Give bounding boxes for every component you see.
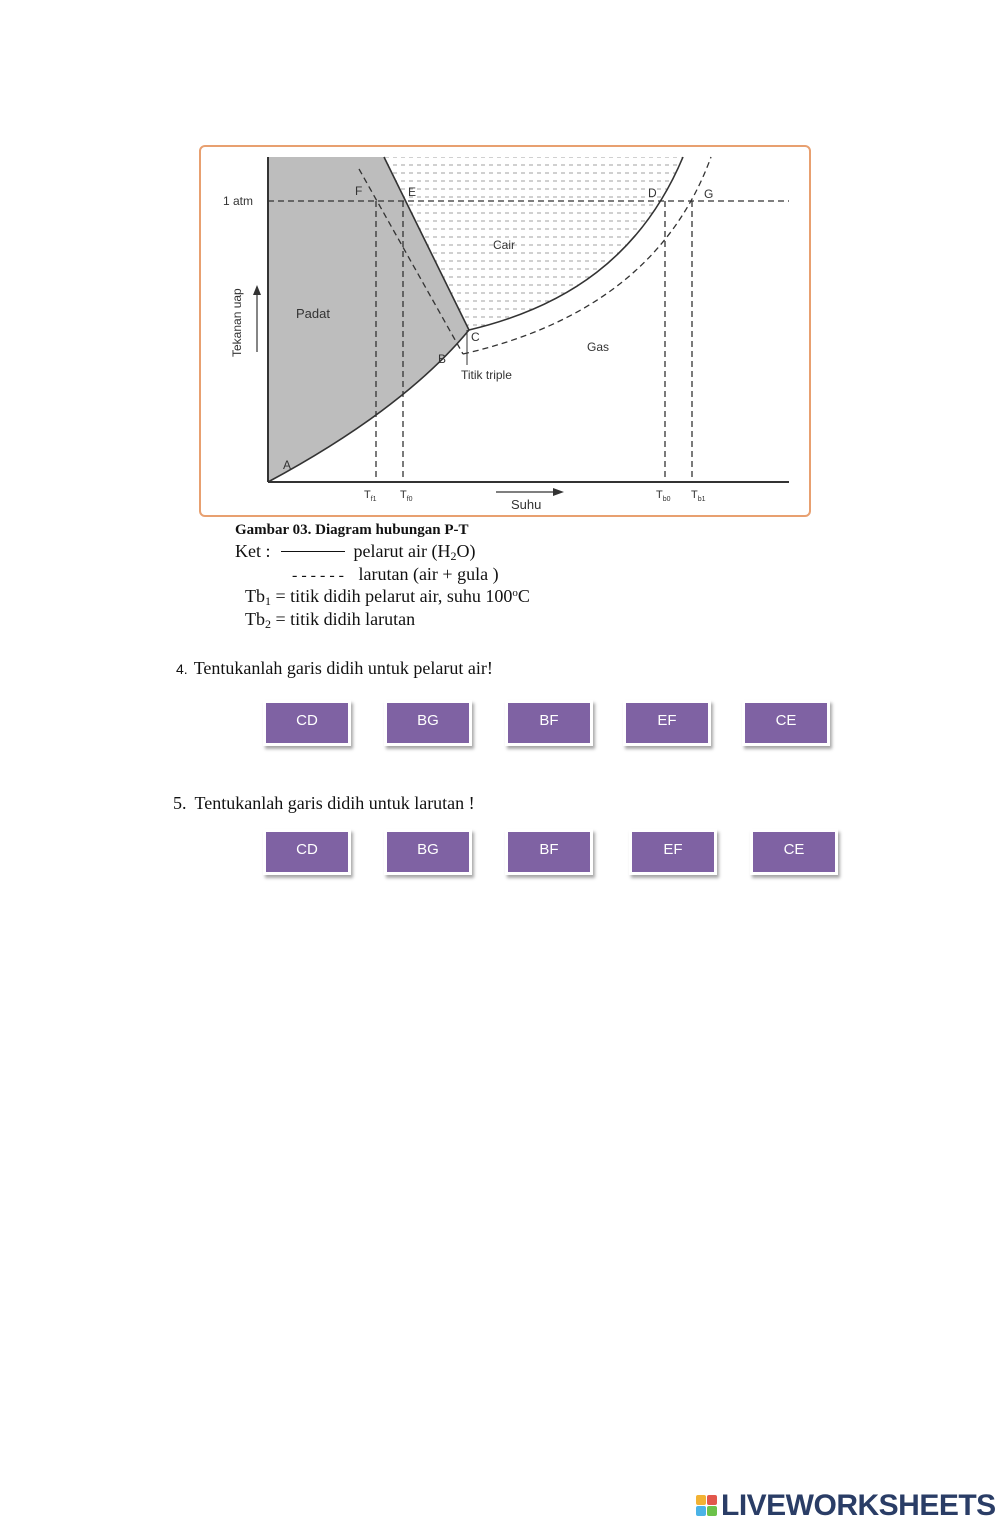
tb1-definition [245, 586, 530, 609]
solid-line-end: O) [456, 541, 476, 561]
liveworksheets-logo[interactable] [696, 1488, 996, 1524]
legend-dashed [292, 564, 499, 585]
logo-cell-1 [696, 1495, 706, 1505]
tb1-degree: o [512, 587, 518, 599]
legend-solid [235, 541, 475, 564]
q5-option-bf[interactable]: BF [505, 829, 593, 875]
q5-option-cd[interactable]: CD [263, 829, 351, 875]
y-arrow-head [253, 285, 261, 295]
q5-option-ce[interactable]: CE [750, 829, 838, 875]
question-5-text: Tentukanlah garis didih untuk larutan ! [194, 793, 475, 813]
q4-option-ef[interactable]: EF [623, 700, 711, 746]
tf0-label: $T_{f0}$ [400, 489, 413, 503]
dashed-line-symbol: - - - - - - [292, 567, 344, 584]
q4-option-cd[interactable]: CD [263, 700, 351, 746]
q5-option-ef[interactable]: EF [629, 829, 717, 875]
solid-label: Padat [296, 306, 330, 321]
tb2-text: = titik didih larutan [271, 609, 416, 629]
atm-label: 1 atm [223, 194, 254, 208]
tb1-sub: 1 [265, 594, 271, 608]
solid-line-sub: 2 [450, 549, 457, 563]
q5-option-bg[interactable]: BG [384, 829, 472, 875]
logo-cell-4 [707, 1506, 717, 1516]
liveworksheets-logo-icon [696, 1495, 718, 1517]
question-4-text: Tentukanlah garis didih untuk pelarut air! [193, 658, 493, 678]
question-5 [173, 793, 475, 814]
q4-option-bf[interactable]: BF [505, 700, 593, 746]
point-a-label: A [283, 458, 292, 472]
question-5-number: 5. [173, 793, 187, 813]
brand-text: LIVEWORKSHEETS [721, 1489, 996, 1522]
point-d-label: D [648, 186, 657, 200]
point-b-label: B [438, 352, 447, 366]
logo-cell-3 [696, 1506, 706, 1516]
dashed-line-text: larutan (air + gula ) [358, 564, 499, 584]
solid-line-symbol [281, 551, 345, 552]
gas-label: Gas [587, 340, 610, 354]
point-e-label: E [408, 185, 417, 199]
point-f-label: F [355, 184, 363, 198]
tf1-label: $T_{f1}$ [364, 489, 377, 503]
y-axis-label: Tekanan uap [230, 288, 244, 357]
x-arrow-head [553, 488, 564, 496]
tb1-symbol: Tb [245, 586, 265, 606]
tb0-label: $T_{b0}$ [656, 489, 671, 503]
tb1-unit: C [517, 586, 530, 606]
tb2-symbol: Tb [245, 609, 265, 629]
triple-label: Titik triple [461, 368, 512, 382]
tb2-definition [245, 609, 415, 632]
phase-diagram-svg [201, 147, 813, 519]
question-4-number: 4. [176, 661, 188, 677]
tb2-sub: 2 [265, 617, 271, 631]
point-c-label: C [471, 330, 480, 344]
question-4 [176, 658, 493, 679]
figure-caption: Gambar 03. Diagram hubungan P-T [235, 522, 469, 538]
solid-line-text: pelarut air (H [353, 541, 451, 561]
phase-diagram [199, 145, 811, 517]
x-axis-label: Suhu [511, 497, 542, 512]
point-g-label: G [704, 187, 714, 201]
logo-cell-2 [707, 1495, 717, 1505]
liquid-label: Cair [493, 238, 516, 252]
q4-option-ce[interactable]: CE [742, 700, 830, 746]
ket-prefix: Ket : [235, 541, 271, 561]
tb1-text: = titik didih pelarut air, suhu 100 [271, 586, 513, 606]
tb1-label: $T_{b1}$ [691, 489, 706, 503]
q4-option-bg[interactable]: BG [384, 700, 472, 746]
